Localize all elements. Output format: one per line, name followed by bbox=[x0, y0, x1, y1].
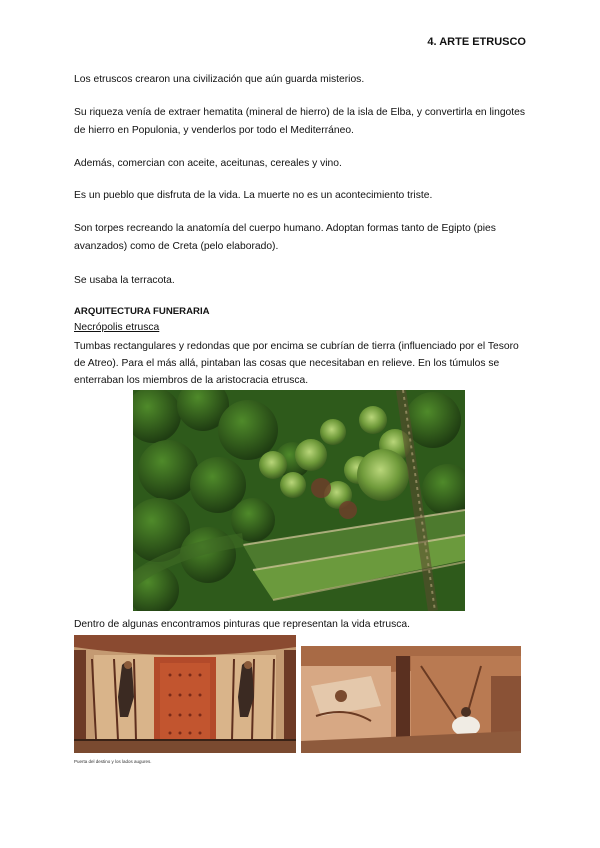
paintings-intro: Dentro de algunas encontramos pinturas que representan la vida etrusca. bbox=[74, 619, 410, 630]
necropolis-aerial-photo bbox=[133, 390, 465, 611]
section-subtitle: Necrópolis etrusca bbox=[74, 322, 160, 333]
paragraph-4: Es un pueblo que disfruta de la vida. La muerte no es un acontecimiento triste. bbox=[74, 190, 433, 201]
paragraph-1: Los etruscos crearon una civilización que aún guarda misterios. bbox=[74, 74, 365, 85]
section-title: ARQUITECTURA FUNERARIA bbox=[74, 306, 210, 317]
paragraph-2: Su riqueza venía de extraer hematita (mineral de hierro) de la isla de Elba, y convertirla en lingotes de hierro en Populonia, y venderlos por todo el Mediterráneo. bbox=[74, 107, 526, 136]
paragraph-5: Son torpes recreando la anatomía del cuerpo humano. Adoptan formas tanto de Egipto (pies avanzados) como de Creta (pelo elaborado). bbox=[74, 223, 496, 252]
tomb-interior-photo bbox=[301, 646, 521, 753]
fresco-door-photo bbox=[74, 635, 296, 753]
paragraph-3: Además, comercian con aceite, aceitunas, cereales y vino. bbox=[74, 158, 342, 169]
photo-caption: Puerta del destino y los lados augures. bbox=[74, 759, 152, 764]
section-body: Tumbas rectangulares y redondas que por encima se cubrían de tierra (influenciado por el Tesoro de Atreo). Para el más allá, pintaban las cosas que necesitaban en relieve. En los túmulos se enterraban los miembros de la aristocracia etrusca. bbox=[74, 341, 519, 386]
paragraph-6: Se usaba la terracota. bbox=[74, 275, 175, 286]
page-heading: 4. ARTE ETRUSCO bbox=[427, 36, 526, 48]
